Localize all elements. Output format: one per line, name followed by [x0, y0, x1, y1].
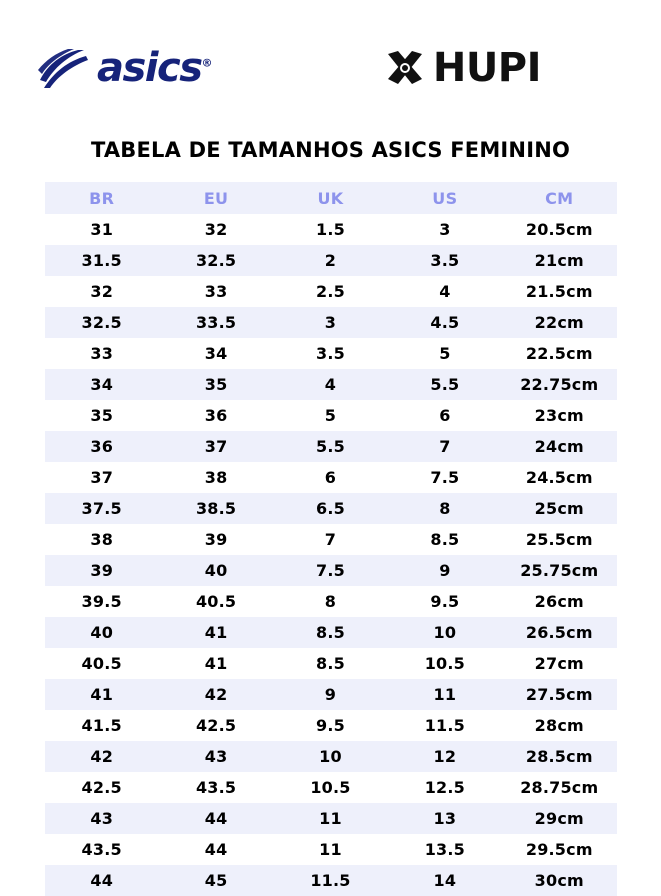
table-row [45, 772, 617, 803]
table-cell: 10.5 [273, 772, 387, 803]
table-cell: 20.5cm [502, 214, 616, 245]
table-cell: 9 [273, 679, 387, 710]
table-cell: 36 [159, 400, 273, 431]
table-cell: 13 [388, 803, 502, 834]
table-cell: 43.5 [159, 772, 273, 803]
table-cell: 22.75cm [502, 369, 616, 400]
table-cell: 37 [159, 431, 273, 462]
table-cell: 43 [45, 803, 159, 834]
table-cell: 42 [45, 741, 159, 772]
table-cell: 3 [388, 214, 502, 245]
table-cell: 39 [45, 555, 159, 586]
table-cell: 42.5 [159, 710, 273, 741]
table-cell: 7 [388, 431, 502, 462]
table-cell: 25.5cm [502, 524, 616, 555]
column-header-eu: EU [159, 182, 273, 214]
table-cell: 27.5cm [502, 679, 616, 710]
table-cell: 34 [159, 338, 273, 369]
hupi-wordmark: HUPI [432, 45, 541, 91]
table-cell: 6.5 [273, 493, 387, 524]
table-cell: 5.5 [388, 369, 502, 400]
table-cell: 8 [388, 493, 502, 524]
table-cell: 29cm [502, 803, 616, 834]
table-body [45, 214, 617, 896]
table-cell: 44 [45, 865, 159, 896]
table-row [45, 338, 617, 369]
table-cell: 11 [388, 679, 502, 710]
table-row [45, 493, 617, 524]
table-cell: 41 [159, 617, 273, 648]
size-table [45, 182, 617, 896]
table-cell: 10.5 [388, 648, 502, 679]
table-cell: 30cm [502, 865, 616, 896]
table-cell: 21.5cm [502, 276, 616, 307]
table-cell: 9.5 [273, 710, 387, 741]
size-table-container [45, 182, 617, 896]
table-cell: 33 [159, 276, 273, 307]
table-cell: 21cm [502, 245, 616, 276]
table-row [45, 431, 617, 462]
table-cell: 43.5 [45, 834, 159, 865]
table-cell: 26cm [502, 586, 616, 617]
table-cell: 8.5 [273, 648, 387, 679]
table-row [45, 834, 617, 865]
logo-header [0, 0, 661, 98]
table-cell: 36 [45, 431, 159, 462]
hupi-logo [385, 45, 619, 91]
column-header-uk: UK [273, 182, 387, 214]
table-cell: 45 [159, 865, 273, 896]
table-cell: 33.5 [159, 307, 273, 338]
table-cell: 33 [45, 338, 159, 369]
table-row [45, 462, 617, 493]
table-cell: 4 [388, 276, 502, 307]
table-cell: 11.5 [388, 710, 502, 741]
table-row [45, 803, 617, 834]
table-cell: 22.5cm [502, 338, 616, 369]
table-cell: 11 [273, 834, 387, 865]
asics-wordmark [97, 45, 213, 91]
table-row [45, 524, 617, 555]
table-cell: 10 [388, 617, 502, 648]
table-cell: 8 [273, 586, 387, 617]
table-cell: 8.5 [273, 617, 387, 648]
table-cell: 28.5cm [502, 741, 616, 772]
table-row [45, 710, 617, 741]
table-cell: 42 [159, 679, 273, 710]
table-cell: 40.5 [159, 586, 273, 617]
table-cell: 42.5 [45, 772, 159, 803]
table-cell: 23cm [502, 400, 616, 431]
table-cell: 22cm [502, 307, 616, 338]
column-header-br: BR [45, 182, 159, 214]
column-header-cm: CM [502, 182, 616, 214]
asics-stripes-icon [38, 46, 90, 90]
table-row [45, 741, 617, 772]
table-row [45, 555, 617, 586]
table-cell: 6 [273, 462, 387, 493]
table-cell: 41 [159, 648, 273, 679]
table-cell: 35 [159, 369, 273, 400]
table-cell: 28.75cm [502, 772, 616, 803]
table-cell: 37 [45, 462, 159, 493]
table-row [45, 648, 617, 679]
table-cell: 40.5 [45, 648, 159, 679]
table-row [45, 369, 617, 400]
table-cell: 24cm [502, 431, 616, 462]
table-row [45, 679, 617, 710]
table-cell: 38 [159, 462, 273, 493]
table-cell: 2.5 [273, 276, 387, 307]
table-cell: 5 [388, 338, 502, 369]
asics-logo [38, 46, 213, 90]
hupi-x-icon [385, 48, 425, 88]
table-cell: 3 [273, 307, 387, 338]
table-cell: 41 [45, 679, 159, 710]
table-cell: 44 [159, 803, 273, 834]
table-row [45, 276, 617, 307]
table-cell: 31.5 [45, 245, 159, 276]
table-cell: 37.5 [45, 493, 159, 524]
table-cell: 41.5 [45, 710, 159, 741]
table-cell: 32.5 [45, 307, 159, 338]
table-cell: 34 [45, 369, 159, 400]
table-cell: 7.5 [273, 555, 387, 586]
page-title: TABELA DE TAMANHOS ASICS FEMININO [90, 138, 571, 162]
asics-wordmark-text: asics [97, 45, 202, 91]
table-row [45, 245, 617, 276]
table-cell: 40 [45, 617, 159, 648]
table-header-row [45, 182, 617, 214]
table-cell: 24.5cm [502, 462, 616, 493]
table-cell: 11.5 [273, 865, 387, 896]
table-cell: 38 [45, 524, 159, 555]
table-cell: 32 [45, 276, 159, 307]
table-row [45, 214, 617, 245]
table-cell: 12.5 [388, 772, 502, 803]
table-cell: 9 [388, 555, 502, 586]
table-cell: 5 [273, 400, 387, 431]
column-header-us: US [388, 182, 502, 214]
table-cell: 35 [45, 400, 159, 431]
table-cell: 31 [45, 214, 159, 245]
table-cell: 3.5 [273, 338, 387, 369]
table-row [45, 307, 617, 338]
table-row [45, 865, 617, 896]
table-row [45, 617, 617, 648]
table-cell: 12 [388, 741, 502, 772]
table-cell: 27cm [502, 648, 616, 679]
table-cell: 4 [273, 369, 387, 400]
table-cell: 38.5 [159, 493, 273, 524]
table-cell: 11 [273, 803, 387, 834]
table-cell: 8.5 [388, 524, 502, 555]
table-cell: 7 [273, 524, 387, 555]
table-cell: 43 [159, 741, 273, 772]
table-cell: 5.5 [273, 431, 387, 462]
table-cell: 26.5cm [502, 617, 616, 648]
table-cell: 4.5 [388, 307, 502, 338]
table-cell: 39.5 [45, 586, 159, 617]
table-cell: 40 [159, 555, 273, 586]
table-cell: 1.5 [273, 214, 387, 245]
registered-mark: ® [201, 56, 213, 70]
table-cell: 6 [388, 400, 502, 431]
table-cell: 13.5 [388, 834, 502, 865]
table-row [45, 400, 617, 431]
table-cell: 10 [273, 741, 387, 772]
table-cell: 25.75cm [502, 555, 616, 586]
table-cell: 25cm [502, 493, 616, 524]
table-cell: 39 [159, 524, 273, 555]
table-row [45, 586, 617, 617]
table-cell: 29.5cm [502, 834, 616, 865]
table-cell: 44 [159, 834, 273, 865]
table-cell: 7.5 [388, 462, 502, 493]
table-cell: 32 [159, 214, 273, 245]
table-cell: 9.5 [388, 586, 502, 617]
table-cell: 28cm [502, 710, 616, 741]
table-cell: 3.5 [388, 245, 502, 276]
table-cell: 32.5 [159, 245, 273, 276]
table-cell: 14 [388, 865, 502, 896]
table-head [45, 182, 617, 214]
table-cell: 2 [273, 245, 387, 276]
